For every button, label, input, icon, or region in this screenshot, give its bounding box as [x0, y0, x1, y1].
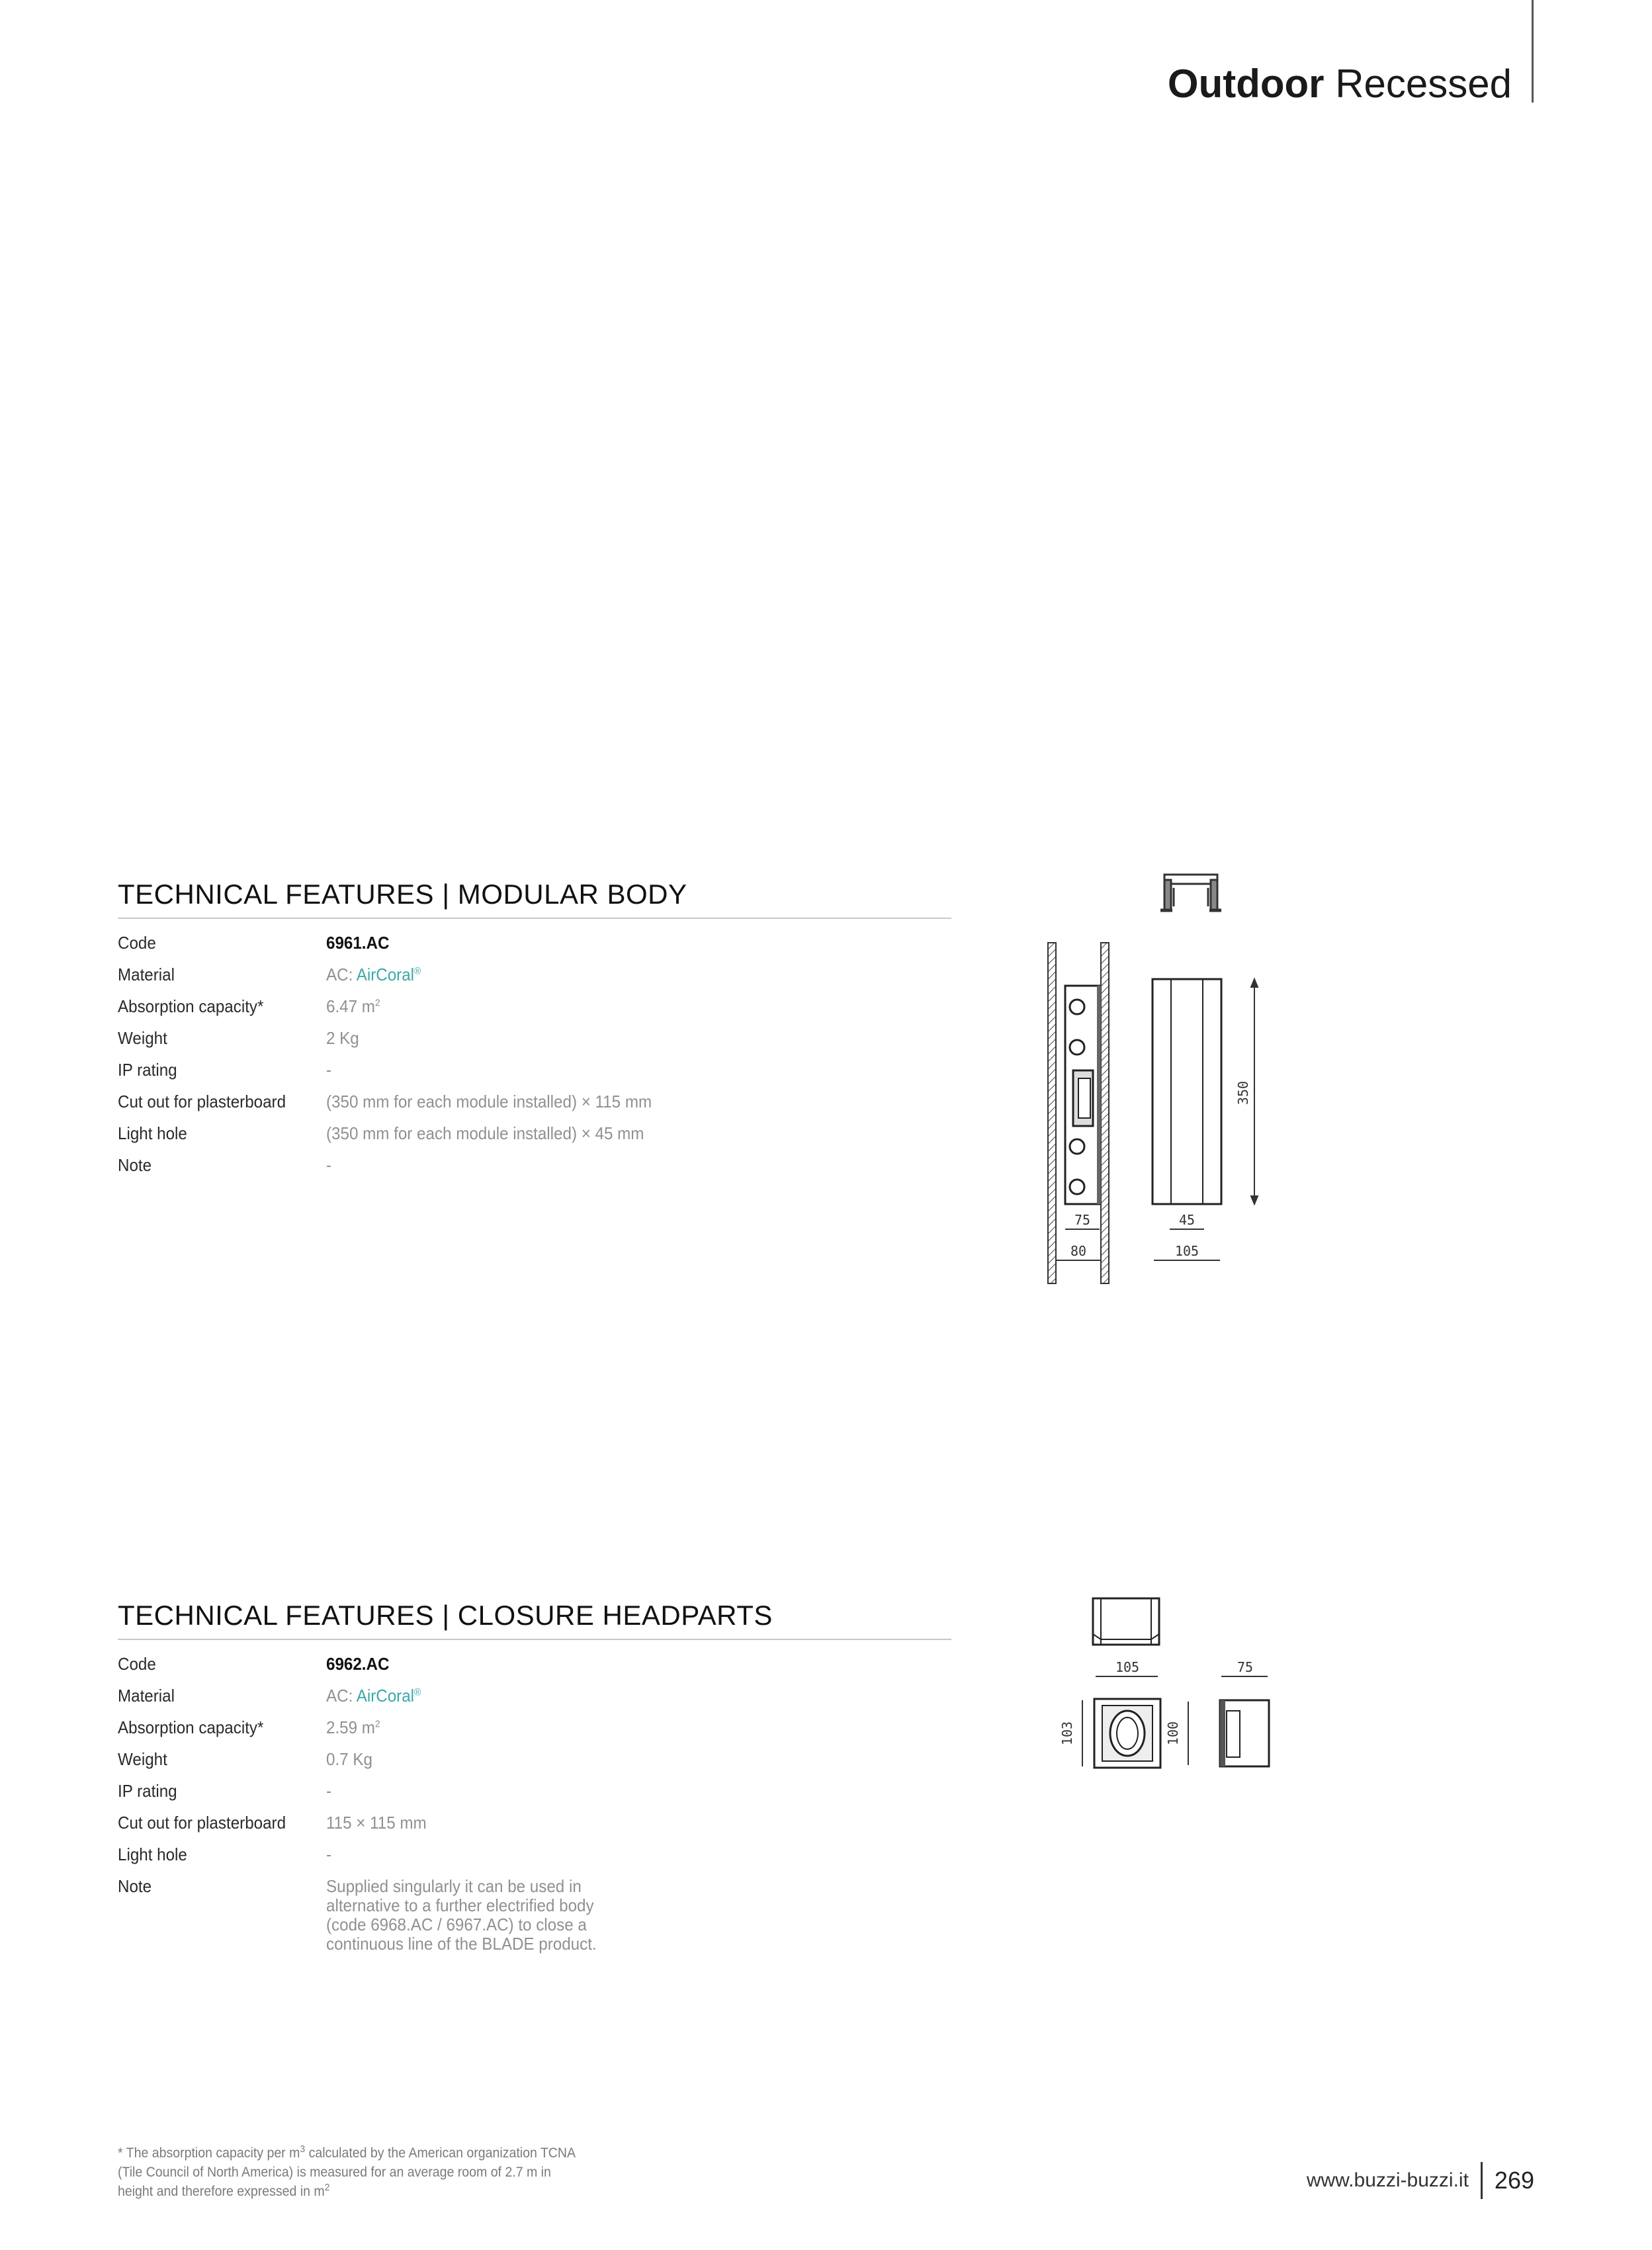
page-title: [1168, 61, 1512, 107]
modular-body-drawing: [1032, 860, 1297, 1297]
dim-width-side: 75: [1237, 1659, 1254, 1675]
spec-label: Cut out for plasterboard: [118, 1092, 286, 1111]
spec-label: Note: [118, 1155, 152, 1175]
footnote-line: [118, 2143, 610, 2163]
spec-value: (350 mm for each module installed) × 45 mm: [326, 1123, 644, 1143]
note-line: continuous line of the BLADE product.: [326, 1934, 597, 1954]
spec-label: Weight: [118, 1749, 167, 1769]
spec-label: Light hole: [118, 1123, 187, 1143]
spec-row-absorption: [118, 990, 951, 1022]
closure-side-view: [1220, 1700, 1269, 1766]
profile-top-view: [1160, 875, 1221, 910]
spec-value: -: [326, 1781, 332, 1801]
section-title: TECHNICAL FEATURES | MODULAR BODY: [118, 877, 951, 919]
dim-outer-right: 105: [1174, 1243, 1199, 1259]
spec-table: [118, 1648, 951, 1954]
spec-row-material: [118, 959, 951, 990]
header-divider: [1532, 0, 1534, 103]
closure-headparts-section: [118, 1598, 951, 1954]
note-line: alternative to a further electrified body: [326, 1895, 594, 1915]
spec-value: [326, 959, 421, 990]
spec-row-material: [118, 1680, 951, 1711]
dim-height: 350: [1235, 1080, 1251, 1105]
dim-height-side: 100: [1165, 1721, 1181, 1746]
footnote: [118, 2143, 647, 2201]
spec-row-cutout: [118, 1807, 951, 1839]
footnote-text: calculated by the American organization TCNA: [305, 2145, 576, 2161]
spec-row-note: [118, 1149, 951, 1181]
section-side-view: [1048, 943, 1109, 1283]
spec-label: Absorption capacity*: [118, 1717, 264, 1737]
front-view: [1152, 979, 1221, 1204]
spec-value: 6961.AC: [326, 933, 390, 953]
spec-table: [118, 927, 951, 1181]
spec-value: (350 mm for each module installed) × 115 mm: [326, 1092, 652, 1111]
dim-outer-left: 80: [1070, 1243, 1087, 1259]
material-prefix: AC:: [326, 1686, 357, 1706]
spec-label: Weight: [118, 1028, 167, 1048]
closure-headparts-drawing: [1032, 1581, 1297, 1786]
spec-value: [326, 1680, 421, 1711]
dim-inner-right: 45: [1178, 1212, 1196, 1228]
section-title: TECHNICAL FEATURES | CLOSURE HEADPARTS: [118, 1598, 951, 1640]
dim-width-front: 105: [1115, 1659, 1140, 1675]
title-light: Recessed: [1335, 62, 1512, 106]
spec-label: Cut out for plasterboard: [118, 1813, 286, 1833]
registered-mark: ®: [414, 1686, 421, 1698]
footnote-text: height and therefore expressed in m: [118, 2184, 325, 2199]
spec-value: 2 Kg: [326, 1028, 359, 1048]
spec-value: 6962.AC: [326, 1654, 390, 1674]
spec-row-ip-rating: [118, 1054, 951, 1086]
spec-label: Code: [118, 933, 156, 953]
spec-label: IP rating: [118, 1781, 177, 1801]
footnote-superscript: 3: [300, 2143, 306, 2155]
note-line: (code 6968.AC / 6967.AC) to close a: [326, 1915, 587, 1934]
spec-row-ip-rating: [118, 1775, 951, 1807]
footnote-superscript: 2: [324, 2182, 330, 2193]
spec-row-absorption: [118, 1711, 951, 1743]
footnote-text: * The absorption capacity per m: [118, 2145, 300, 2161]
unit-superscript: 2: [374, 997, 380, 1009]
spec-value: 0.7 Kg: [326, 1749, 372, 1769]
spec-row-light-hole: [118, 1839, 951, 1870]
note-line: Supplied singularly it can be used in: [326, 1876, 582, 1896]
spec-row-weight: [118, 1743, 951, 1775]
spec-row-note: [118, 1870, 951, 1954]
spec-label: Note: [118, 1876, 152, 1896]
spec-row-light-hole: [118, 1117, 951, 1149]
page-footer: [1307, 2162, 1534, 2199]
material-brand: AirCoral: [356, 965, 415, 984]
absorption-value: 6.47 m: [326, 996, 375, 1016]
spec-label: Absorption capacity*: [118, 996, 264, 1016]
spec-value: -: [326, 1844, 332, 1864]
spec-value: -: [326, 1155, 332, 1175]
spec-label: Light hole: [118, 1844, 187, 1864]
unit-superscript: 2: [374, 1718, 380, 1730]
absorption-value: 2.59 m: [326, 1717, 375, 1737]
spec-value: [326, 1711, 380, 1743]
spec-value-note: [326, 1870, 597, 1954]
spec-value: [326, 990, 380, 1022]
spec-row-code: [118, 1648, 951, 1680]
website-link[interactable]: www.buzzi-buzzi.it: [1306, 2169, 1469, 2191]
footnote-line: (Tile Council of North America) is measured for an average room of 2.7 m in: [118, 2165, 551, 2180]
spec-row-cutout: [118, 1086, 951, 1117]
page-number: 269: [1494, 2167, 1534, 2194]
spec-value: 115 × 115 mm: [326, 1813, 427, 1833]
footnote-line: [118, 2182, 610, 2201]
spec-label: Material: [118, 1686, 175, 1706]
modular-body-section: [118, 877, 951, 1181]
title-bold: Outdoor: [1167, 62, 1325, 106]
dim-inner-left: 75: [1074, 1212, 1091, 1228]
material-prefix: AC:: [326, 965, 357, 984]
spec-label: IP rating: [118, 1060, 177, 1080]
registered-mark: ®: [414, 965, 421, 977]
dim-height-front: 103: [1059, 1721, 1075, 1746]
closure-top-view: [1093, 1598, 1159, 1645]
spec-value: -: [326, 1060, 332, 1080]
spec-row-code: [118, 927, 951, 959]
closure-front-view: [1094, 1699, 1160, 1768]
material-brand: AirCoral: [356, 1686, 415, 1706]
spec-row-weight: [118, 1022, 951, 1054]
spec-label: Material: [118, 965, 175, 984]
spec-label: Code: [118, 1654, 156, 1674]
